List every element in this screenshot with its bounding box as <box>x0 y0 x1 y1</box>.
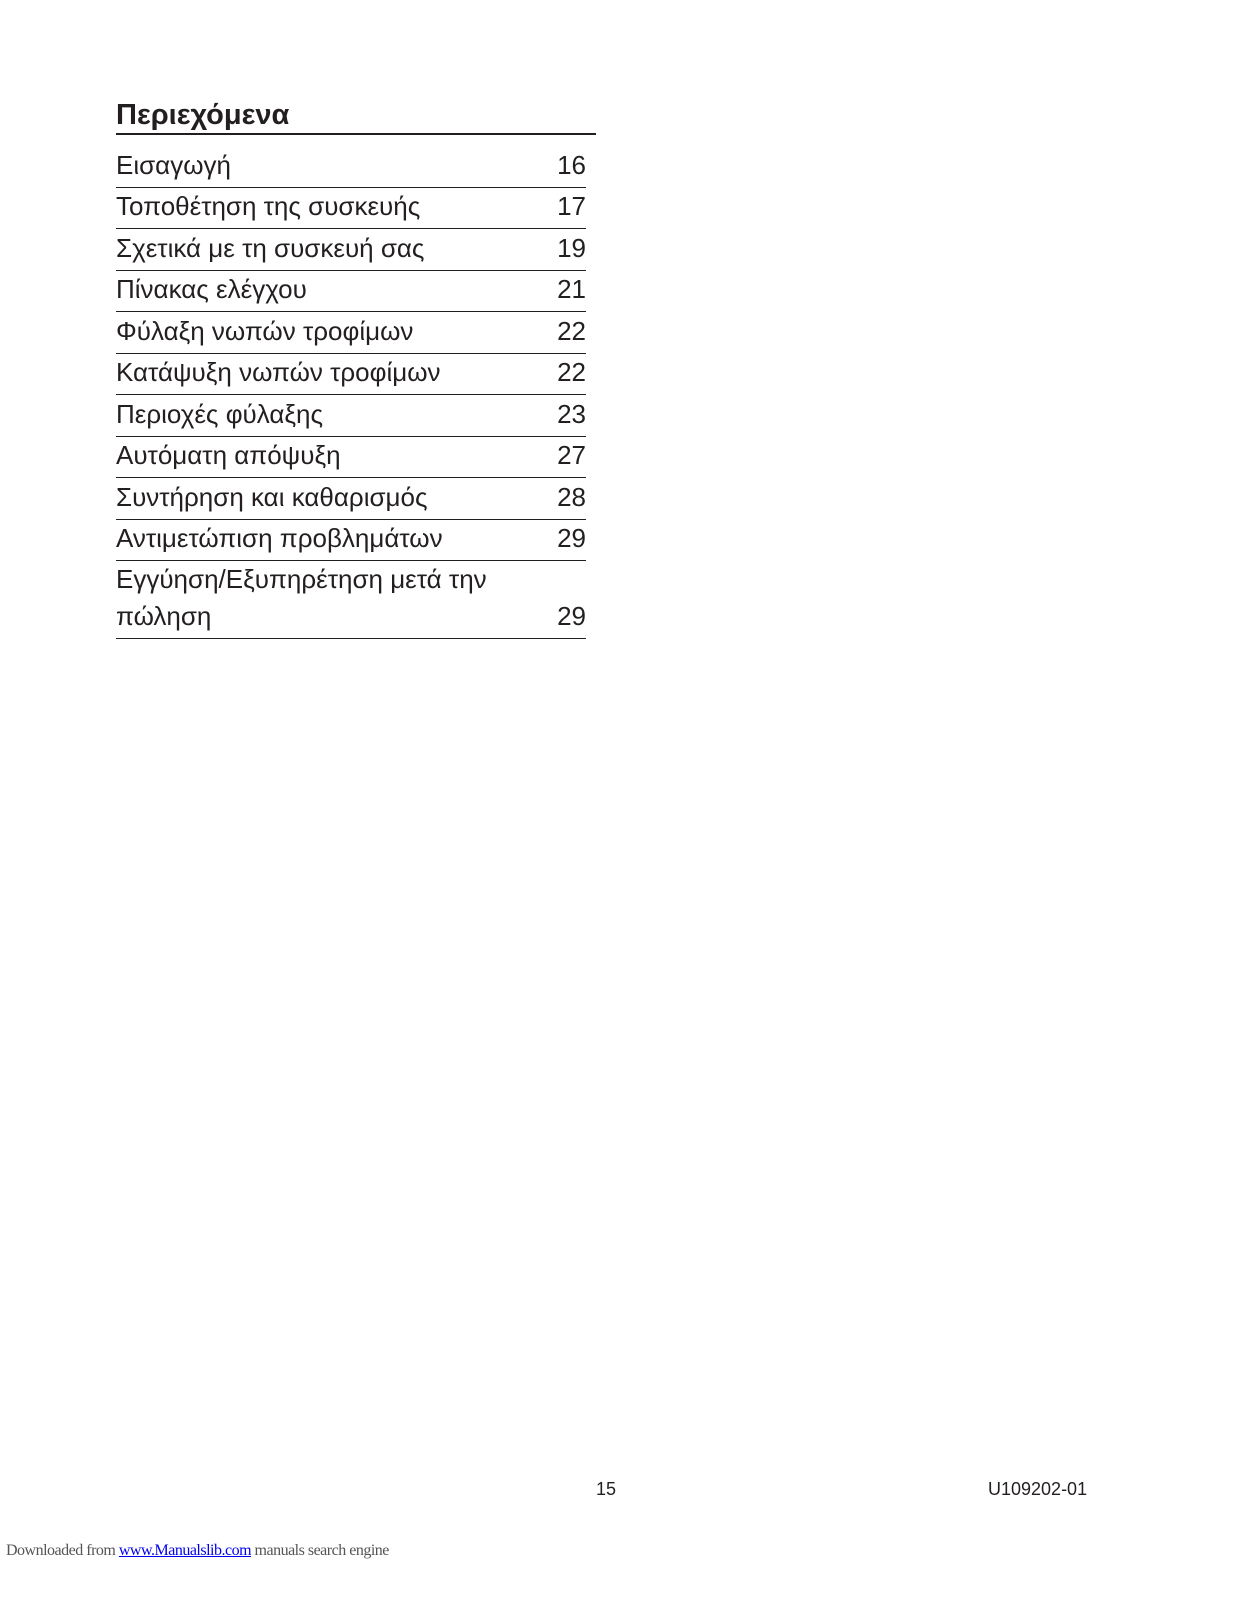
toc-entry-page: 28 <box>557 481 586 512</box>
manualslib-link[interactable]: www.Manualslib.com <box>118 1542 252 1559</box>
toc-entry[interactable] <box>116 188 586 230</box>
toc-entry[interactable] <box>116 229 586 271</box>
table-of-contents <box>116 97 596 639</box>
toc-entry-page: 27 <box>557 440 586 470</box>
toc-entry[interactable] <box>116 271 586 313</box>
toc-entry-label: Συντήρηση και καθαρισμός <box>116 481 428 512</box>
footer-prefix: Downloaded from <box>6 1542 119 1559</box>
toc-entry-label: Φύλαξη νωπών τροφίμων <box>116 315 414 346</box>
toc-entry[interactable] <box>116 437 586 479</box>
toc-entry-page: 19 <box>557 232 586 263</box>
toc-entry[interactable] <box>116 561 586 639</box>
document-code: U109202-01 <box>988 1479 1088 1499</box>
toc-title: Περιεχόμενα <box>116 97 596 135</box>
toc-entry-page: 17 <box>557 191 586 221</box>
toc-entry-label: Σχετικά με τη συσκευή σας <box>116 232 425 263</box>
toc-entry-label: Εισαγωγή <box>116 149 231 180</box>
toc-entry[interactable] <box>116 146 586 188</box>
toc-entry-page: 29 <box>557 601 586 631</box>
toc-entry-page: 16 <box>557 149 586 180</box>
download-footer <box>6 1542 389 1560</box>
toc-entry-label: Κατάψυξη νωπών τροφίμων <box>116 357 441 387</box>
page-number: 15 <box>596 1479 617 1499</box>
toc-entry[interactable] <box>116 395 586 437</box>
toc-entry-page: 22 <box>557 357 586 387</box>
footer-suffix: manuals search engine <box>251 1542 389 1559</box>
toc-entry[interactable] <box>116 520 586 562</box>
toc-entry-page: 29 <box>557 523 586 553</box>
toc-entry-page: 22 <box>557 315 586 346</box>
toc-entry-label: Πίνακας ελέγχου <box>116 274 307 304</box>
toc-entry-label: Περιοχές φύλαξης <box>116 398 324 429</box>
toc-entry-label: Εγγύηση/Εξυπηρέτηση μετά την πώληση <box>116 564 487 631</box>
toc-entry[interactable] <box>116 354 586 396</box>
toc-entry-page: 21 <box>557 274 586 304</box>
toc-entry-label: Αυτόματη απόψυξη <box>116 440 341 470</box>
toc-entry-label: Τοποθέτηση της συσκευής <box>116 191 421 221</box>
toc-entry[interactable] <box>116 478 586 520</box>
toc-entry[interactable] <box>116 312 586 354</box>
toc-list <box>116 146 586 639</box>
toc-entry-page: 23 <box>557 398 586 429</box>
toc-entry-label: Αντιμετώπιση προβλημάτων <box>116 523 443 553</box>
